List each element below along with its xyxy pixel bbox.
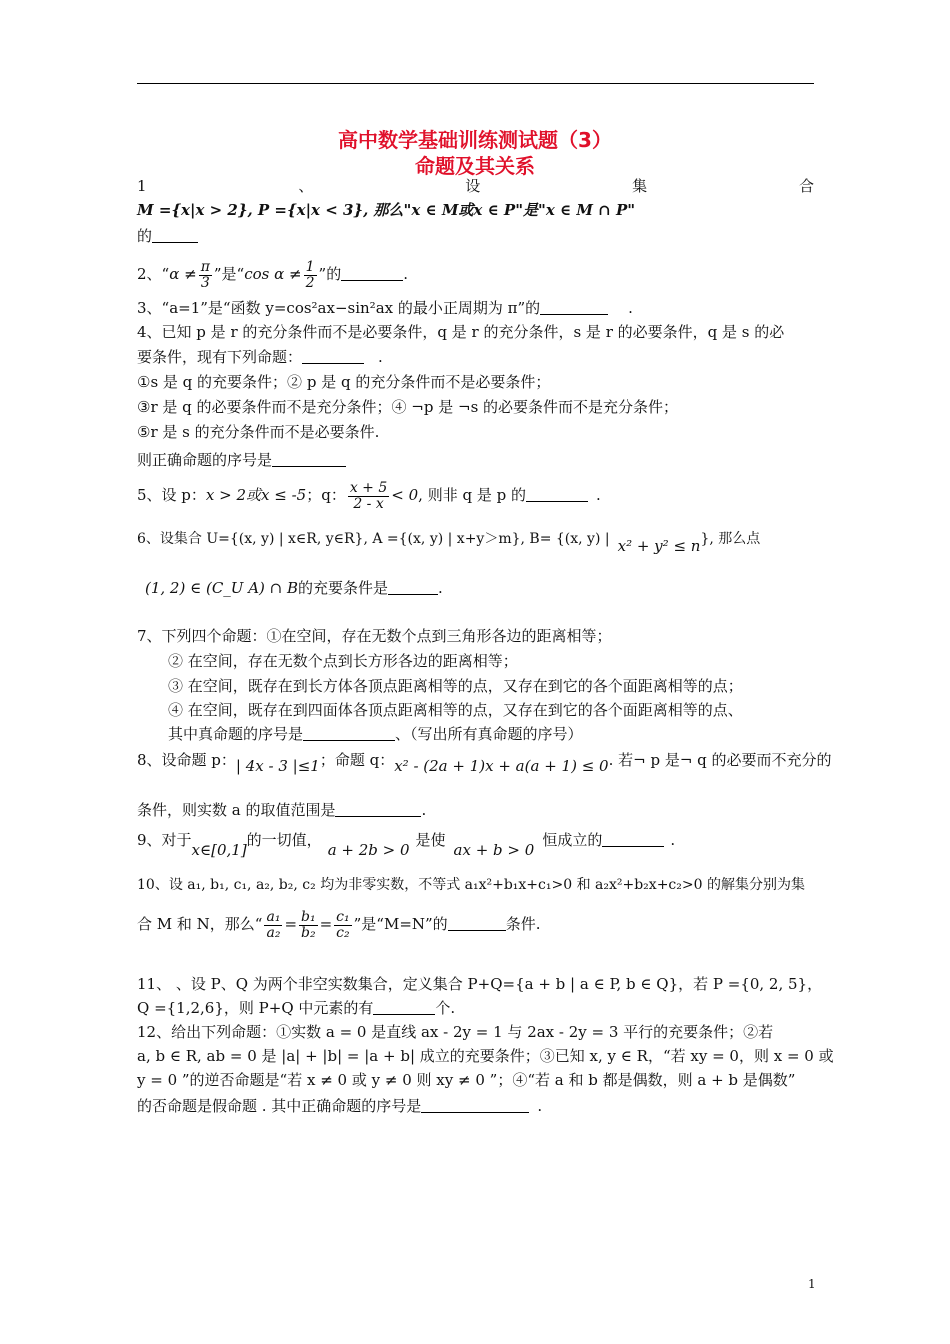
answer-blank[interactable] xyxy=(388,580,438,595)
answer-blank[interactable] xyxy=(303,726,395,741)
fraction: $\frac{\text{c₁}}{\text{c₂}}$ xyxy=(336,908,350,941)
fraction: $\frac{\text{a₁}}{\text{a₂}}$ xyxy=(266,908,281,941)
q9: 9、对于x∈[0,1]的一切值，a + 2b > 0是使ax + b > 0恒成立的 . xyxy=(137,831,676,859)
q7-line4: ④ 在空间，既存在到四面体各顶点距离相等的点，又存在到它的各个面距离相等的点、 xyxy=(168,701,743,719)
answer-blank[interactable] xyxy=(540,300,608,315)
q11-line2: Q ={1,2,6}，则 P+Q 中元素的有 个. xyxy=(137,999,456,1017)
q12-line4: 的否命题是假命题 . 其中正确命题的序号是 . xyxy=(137,1097,543,1115)
q1-math: M ={x|x > 2}, P ={x|x < 3}, 那么"x ∈ M或x ∈ P"是"x ∈ M ∩ P" xyxy=(137,201,636,219)
page-subtitle: 命题及其关系 xyxy=(415,154,535,178)
q3: 3、“a=1”是“函数 y=cos²ax−sin²ax 的最小正周期为 π”的 . xyxy=(137,299,633,317)
q7-line5: 其中真命题的序号是 、（写出所有真命题的序号） xyxy=(168,725,583,743)
q11-line1: 11、 、设 P、Q 为两个非空实数集合，定义集合 P+Q={a + b | a ∈ P, b ∈ Q}，若 P ={0, 2, 5}， xyxy=(137,975,823,993)
q2: 2、“α ≠ $\frac{\pi}{3}$ ”是“cos α ≠ $\frac{1}{2}$ ”的 . xyxy=(137,258,408,291)
fraction: $\frac{\pi}{3}$ xyxy=(200,258,210,291)
q1-line1: 1 、 设 集 合 xyxy=(137,177,814,195)
fraction: $\frac{1}{2}$ xyxy=(305,258,315,291)
q4-line2: 要条件，现有下列命题： . xyxy=(137,348,383,366)
header-rule xyxy=(137,83,814,84)
q4-ask: 则正确命题的序号是 xyxy=(137,450,346,470)
q10-line2: 合 M 和 N，那么“ $\frac{\text{a₁}}{\text{a₂}}$ = $\frac{\text{b₁}}{\text{b₂}}$ = $\frac{\text{c₁}}{\text{c₂}}$ ”是“M=N”的 条件. xyxy=(137,908,541,941)
q1-line3: 的 xyxy=(137,226,198,246)
q7-line1: 7、下列四个命题：①在空间，存在无数个点到三角形各边的距离相等； xyxy=(137,627,612,645)
q4-item2: ③r 是 q 的必要条件而不是充分条件；④ ¬p 是 ¬s 的必要条件而不是充分条件； xyxy=(137,398,679,416)
fraction: $\frac{\text{b₁}}{\text{b₂}}$ xyxy=(301,908,316,941)
answer-blank[interactable] xyxy=(302,349,364,364)
q7-line3: ③ 在空间，既存在到长方体各顶点距离相等的点，又存在到它的各个面距离相等的点； xyxy=(168,677,743,695)
answer-blank[interactable] xyxy=(373,1000,435,1015)
answer-blank[interactable] xyxy=(421,1098,529,1113)
q12-line3: y = 0 ”的逆否命题是“若 x ≠ 0 或 y ≠ 0 则 xy ≠ 0 ”；④“若 a 和 b 都是偶数，则 a + b 是偶数” xyxy=(137,1071,796,1089)
page-title: 高中数学基础训练测试题（3） xyxy=(338,128,612,152)
q4-line1: 4、已知 p 是 r 的充分条件而不是必要条件，q 是 r 的充分条件，s 是 r 的必要条件，q 是 s 的必 xyxy=(137,323,785,341)
q10-line1: 10、设 a₁, b₁, c₁, a₂, b₂, c₂ 均为非零实数，不等式 a₁x²+b₁x+c₁>0 和 a₂x²+b₂x+c₂>0 的解集分别为集 xyxy=(137,877,805,893)
q6-line2: (1, 2) ∈ (C_U A) ∩ B的充要条件是 . xyxy=(145,579,443,597)
q12-line1: 12、给出下列命题：①实数 a = 0 是直线 ax - 2y = 1 与 2ax - 2y = 3 平行的充要条件；②若 xyxy=(137,1023,774,1041)
q5: 5、设 p：x > 2或x ≤ -5；q： $\frac{x + 5}{2 - x}$ < 0, 则非 q 是 p 的 . xyxy=(137,479,601,512)
q4-item1: ①s 是 q 的充要条件；② p 是 q 的充分条件而不是必要条件； xyxy=(137,373,551,391)
answer-blank[interactable] xyxy=(341,266,403,281)
q12-line2: a, b ∈ R, ab = 0 是 |a| + |b| = |a + b| 成立的充要条件；③已知 x, y ∈ R，“若 xy = 0，则 x = 0 或 xyxy=(137,1047,834,1065)
answer-blank[interactable] xyxy=(602,832,664,847)
q7-line2: ② 在空间，存在无数个点到长方形各边的距离相等； xyxy=(168,652,518,670)
answer-blank[interactable] xyxy=(335,802,421,817)
answer-blank[interactable] xyxy=(448,916,506,931)
answer-blank[interactable] xyxy=(272,452,346,467)
answer-blank[interactable] xyxy=(152,228,198,243)
q6-line1: 6、设集合 U={(x, y) | x∈R, y∈R}, A ={(x, y) | x+y＞m}, B= {(x, y) | x² + y² ≤ n}, 那么点 xyxy=(137,531,761,555)
answer-blank[interactable] xyxy=(526,487,588,502)
q8-line1: 8、设命题 p：| 4x - 3 |≤1；命题 q：x² - (2a + 1)x + a(a + 1) ≤ 0. 若¬ p 是¬ q 的必要而不充分的 xyxy=(137,751,832,775)
q8-line2: 条件，则实数 a 的取值范围是 . xyxy=(137,801,427,819)
page-number: 1 xyxy=(808,1277,816,1291)
q4-item3: ⑤r 是 s 的充分条件而不是必要条件. xyxy=(137,423,380,441)
fraction: $\frac{x + 5}{2 - x}$ xyxy=(349,479,388,512)
